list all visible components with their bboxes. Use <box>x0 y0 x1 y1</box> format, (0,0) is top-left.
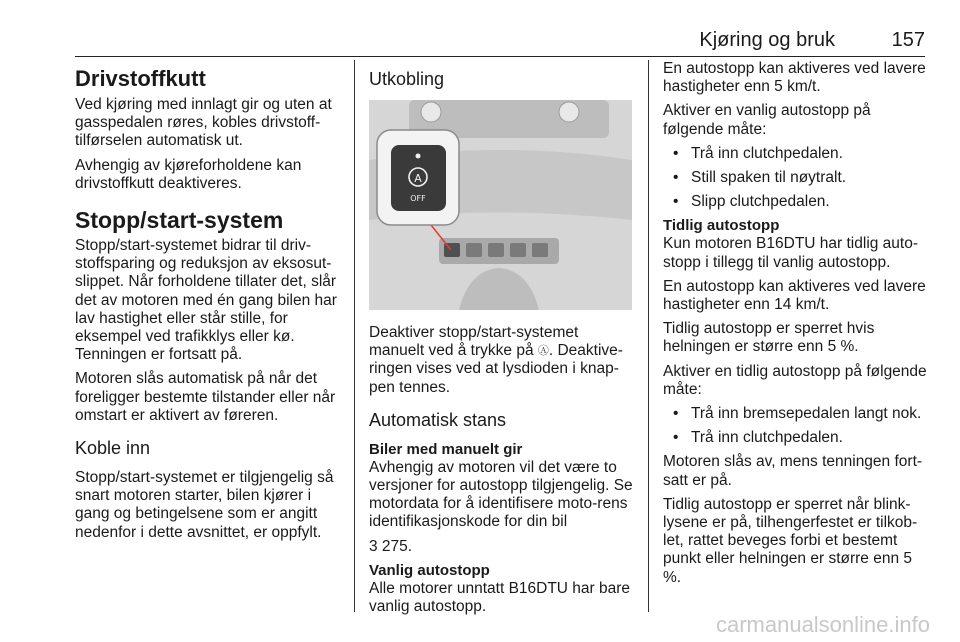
bullet-list <box>663 405 928 447</box>
page-header <box>75 28 925 57</box>
paragraph <box>369 324 634 397</box>
heading-stopp-start: Stopp/start-system <box>75 207 284 234</box>
column-divider-2 <box>648 60 649 612</box>
console-drawing <box>369 100 632 310</box>
paragraph: Aktiver en vanlig autostopp på følgende måte: <box>663 102 871 138</box>
list-item: • Trå inn clutchpedalen. <box>663 429 928 447</box>
paragraph: Ved kjøring med innlagt gir og uten at gasspedalen røres, kobles drivstoff-tilførselen automatisk ut. <box>75 96 332 150</box>
column-divider-1 <box>354 60 355 612</box>
paragraph: Motoren slås av, mens tenningen fort-satt er på. <box>663 453 923 489</box>
text-run: . Deaktive-ringen vises ved at lysdioden i knap-pen tennes. <box>369 342 623 396</box>
list-item: • Trå inn bremsepedalen langt nok. <box>663 405 928 423</box>
paragraph: Stopp/start-systemet er tilgjengelig så snart motoren starter, bilen kjører i gang og betingelsene som er angitt nedenfor i dette avsnittet, er oppfylt. <box>75 469 334 541</box>
button-letter: A <box>414 172 422 185</box>
paragraph: Motoren slås automatisk på når det foreligger bestemte tilstander eller når omstart er aktivert av føreren. <box>75 370 336 424</box>
subheading-vanlig-autostopp: Vanlig autostopp <box>369 561 490 579</box>
heading-automatisk-stans: Automatisk stans <box>369 409 507 430</box>
heading-drivstoffkutt: Drivstoffkutt <box>75 66 206 91</box>
console-illustration <box>369 100 632 310</box>
paragraph: Tidlig autostopp er sperret når blink-lysene er på, tilhengerfestet er tilkob-let, rattet beveges forbi et bestemt punkt eller helningen er større enn 5 %. <box>663 495 918 586</box>
button-off-label: OFF <box>410 194 426 203</box>
column-2 <box>369 60 634 622</box>
paragraph: En autostopp kan aktiveres ved lavere hastigheter enn 5 km/t. <box>663 60 926 96</box>
list-item: • Still spaken til nøytralt. <box>663 169 928 187</box>
heading-utkobling: Utkobling <box>369 69 445 89</box>
bullet-list <box>663 145 928 212</box>
paragraph: Alle motorer unntatt B16DTU har bare vanlig autostopp. <box>369 579 631 616</box>
paragraph: En autostopp kan aktiveres ved lavere hastigheter enn 14 km/t. <box>663 277 926 314</box>
paragraph: Stopp/start-systemet bidrar til driv-stoffsparing og reduksjon av eksosut-slippet. Når forholdene tillater det, slår det av motoren med én gang bilen har lav hastighet eller står stille, for eksempel ved trafikklys eller kø. Tenningen er fortsatt på. <box>75 237 337 364</box>
paragraph: Aktiver en tidlig autostopp på følgende måte: <box>663 362 927 398</box>
list-item: • Slipp clutchpedalen. <box>663 193 928 211</box>
subheading-manuelt-gir: Biler med manuelt gir <box>369 440 523 458</box>
column-1 <box>75 60 345 548</box>
section-title: Kjøring og bruk <box>699 29 835 51</box>
paragraph: Kun motoren B16DTU har tidlig auto-stopp i tillegg til vanlig autostopp. <box>663 235 919 271</box>
text-run: Deaktiver stopp/start-systemet manuelt ved å trykke på <box>369 324 579 360</box>
autostop-off-icon: Ⓐ <box>537 345 549 358</box>
subheading-tidlig-autostopp: Tidlig autostopp <box>663 217 780 235</box>
page-reference: 3 275. <box>369 537 413 555</box>
column-3 <box>663 60 928 593</box>
paragraph: Avhengig av motoren vil det være to versjoner for autostopp tilgjengelig. Se motordata for å identifisere moto-rens identifikasjonskode for din bil <box>369 458 633 531</box>
watermark: carmanualsonline.info <box>715 612 930 637</box>
list-item: • Trå inn clutchpedalen. <box>663 145 928 163</box>
heading-koble-inn: Koble inn <box>75 438 151 459</box>
paragraph: Tidlig autostopp er sperret hvis helningen er større enn 5 %. <box>663 320 875 356</box>
page-number: 157 <box>891 29 925 51</box>
paragraph: Avhengig av kjøreforholdene kan drivstoffkutt deaktiveres. <box>75 156 302 192</box>
